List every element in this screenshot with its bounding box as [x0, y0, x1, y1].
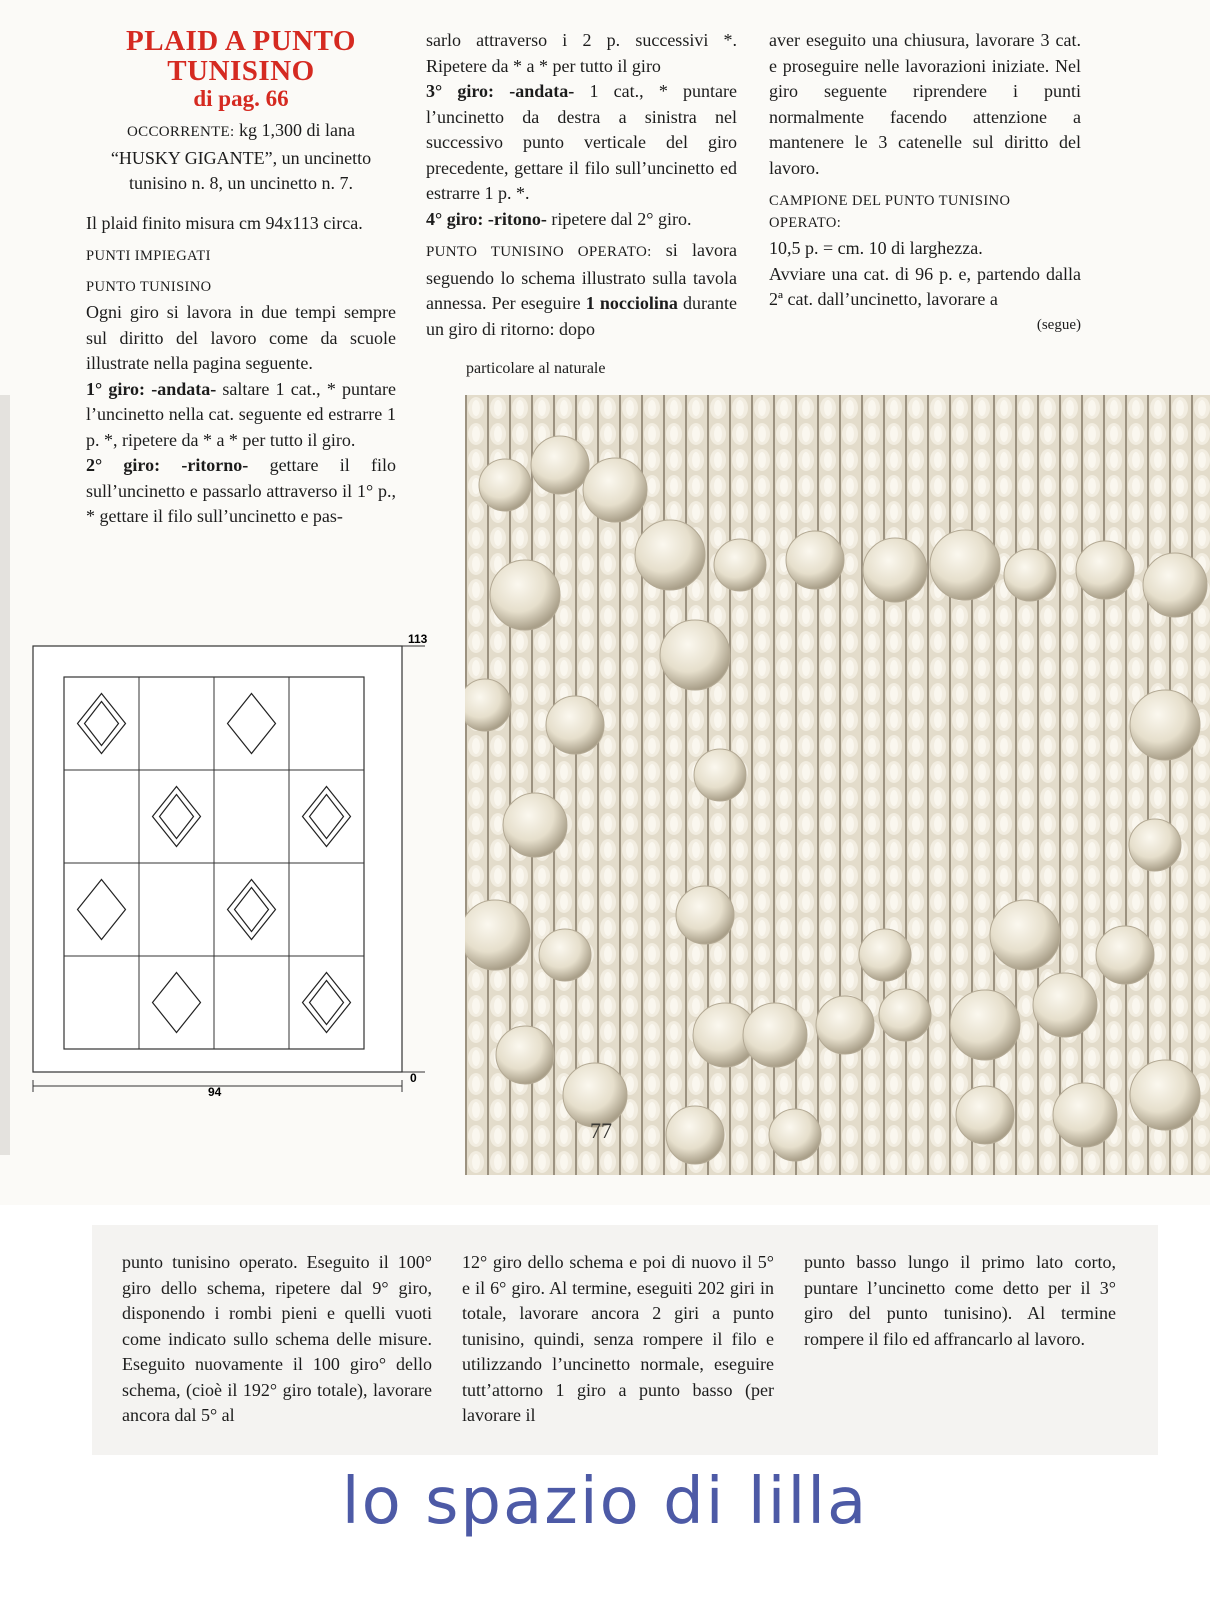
measurement-diagram: [20, 630, 440, 1110]
nocciolina-label: 1 nocciolina: [585, 293, 678, 313]
materials-text-2: “HUSKY GIGANTE”, un uncinetto: [110, 147, 372, 168]
bobble-stitch: [546, 696, 604, 754]
title-block: [86, 26, 396, 112]
heading-campione: CAMPIONE DEL PUNTO TUNISINO OPERATO:: [769, 193, 1011, 231]
width-label: 94: [208, 1085, 222, 1099]
intro-text: Ogni giro si lavora in due tempi sempre sul diritto del lavoro come da scuole illustrate nella pagina seguente.: [86, 302, 396, 373]
bobble-stitch: [465, 900, 530, 970]
row-3-label: 3° giro: -andata-: [426, 81, 575, 101]
bobble-stitch: [859, 929, 911, 981]
materials-text-1: kg 1,300 di lana: [239, 120, 355, 140]
bobble-stitch: [714, 539, 766, 591]
row-4-text: ripetere dal 2° giro.: [551, 208, 692, 229]
bobble-stitch: [863, 538, 927, 602]
bobble-stitch: [956, 1086, 1014, 1144]
bobble-stitch: [1076, 541, 1134, 599]
heading-punto-tunisino: PUNTO TUNISINO: [86, 279, 212, 295]
bobble-stitch: [666, 1106, 724, 1164]
bobble-stitch: [694, 749, 746, 801]
row-4-instructions: [426, 207, 737, 233]
bobble-stitch: [583, 458, 647, 522]
title-subtitle: di pag. 66: [193, 86, 289, 111]
cast-on-text: Avviare una cat. di 96 p. e, partendo dalla 2ª cat. dall’uncinetto, lavorare a: [769, 263, 1081, 309]
blog-watermark: lo spazio di lilla: [341, 1465, 869, 1539]
stitch-detail-photo: [465, 395, 1210, 1175]
bobble-stitch: [660, 620, 730, 690]
continued-label: (segue): [1036, 316, 1081, 333]
materials-text-3: tunisino n. 8, un uncinetto n. 7.: [129, 173, 353, 193]
column-2: [426, 28, 737, 342]
bobble-stitch: [635, 520, 705, 590]
bobble-stitch: [743, 1003, 807, 1067]
materials: [86, 118, 396, 197]
operato-label: PUNTO TUNISINO OPERATO:: [426, 244, 652, 260]
page-edge-strip: [0, 395, 10, 1155]
bobble-stitch: [1130, 1060, 1200, 1130]
title-line-1: PLAID A PUNTO: [126, 25, 356, 57]
operato-instructions: [426, 238, 737, 342]
bobble-stitch: [816, 996, 874, 1054]
bobble-stitch: [539, 929, 591, 981]
bobble-stitch: [503, 793, 567, 857]
continuation-column-2: 12° giro dello schema e poi di nuovo il 5° e il 6° giro. Al termine, eseguiti 202 giri in totale, lavorare ancora 2 giri a punto tunisino, quindi, senza rompere il filo e utilizzando l’uncinetto normale, eseguire tutt’attorno 1 giro a punto basso (per lavorare il: [462, 1252, 774, 1425]
column-1: [86, 26, 396, 530]
gauge-text: 10,5 p. = cm. 10 di larghezza.: [769, 238, 983, 258]
materials-label: OCCORRENTE:: [127, 124, 235, 140]
bobble-stitch: [879, 989, 931, 1041]
heading-punti-impiegati: PUNTI IMPIEGATI: [86, 248, 211, 264]
row-3-text: 1 cat., * puntare l’uncinetto da destra a sinistra nel successivo punto verticale del giro precedente, gettare il filo sull’uncinetto ed estrarre 1 p. *.: [426, 81, 738, 203]
bobble-stitch: [1143, 553, 1207, 617]
bobble-stitch: [786, 531, 844, 589]
zero-label: 0: [410, 1071, 417, 1085]
bobble-stitch: [1033, 973, 1097, 1037]
operato-text-a: si lavora seguendo lo schema illustrato sulla tavola annessa. Per eseguire: [426, 240, 738, 313]
bobble-stitch: [676, 886, 734, 944]
col3-paragraph-1: aver eseguito una chiusura, lavorare 3 cat. e proseguire nelle lavorazioni iniziate. Nel giro seguente riprendere i punti normalmente facendo attenzione a mantenere le 3 catenelle sul diritto del lavoro.: [769, 30, 1081, 178]
bobble-stitch: [930, 530, 1000, 600]
bobble-stitch: [1130, 690, 1200, 760]
height-label: 113: [408, 632, 428, 646]
bobble-stitch: [1096, 926, 1154, 984]
row-2-instructions: [86, 453, 396, 530]
bobble-stitch: [531, 436, 589, 494]
measures-text: Il plaid finito misura cm 94x113 circa.: [86, 212, 363, 233]
row-2-label: 2° giro: -ritorno-: [86, 455, 249, 475]
row-1-instructions: [86, 377, 396, 454]
bobble-stitch: [465, 679, 511, 731]
row-3-instructions: [426, 79, 737, 207]
bobble-stitch: [490, 560, 560, 630]
continuation-column-3: punto basso lungo il primo lato corto, puntare l’uncinetto come detto per il 3° giro del punto tunisino). Al termine rompere il filo ed affrancarlo al lavoro.: [804, 1252, 1116, 1349]
row-1-label: 1° giro: -andata-: [86, 378, 217, 399]
col2-paragraph-1: sarlo attraverso i 2 p. successivi *. Ripetere da * a * per tutto il giro: [426, 30, 737, 76]
photo-caption: particolare al naturale: [466, 360, 606, 377]
bobble-stitch: [950, 990, 1020, 1060]
bobble-stitch: [990, 900, 1060, 970]
row-4-label: 4° giro: -ritono-: [426, 208, 547, 229]
bobble-stitch: [769, 1109, 821, 1161]
bobble-stitch: [1053, 1083, 1117, 1147]
bobble-stitch: [496, 1026, 554, 1084]
continuation-column-1: punto tunisino operato. Eseguito il 100° giro dello schema, ripetere dal 9° giro, disponendo i rombi pieni e quelli vuoti come indicato sullo schema delle misure. Eseguito nuovamente il 100 giro° dello schema, (cioè il 192° giro totale), lavorare ancora dal 5° al: [122, 1252, 432, 1425]
bobble-stitch: [1129, 819, 1181, 871]
row-2-text: gettare il filo sull’uncinetto e passarlo attraverso il 1° p., * gettare il filo sull’uncinetto e pas-: [86, 455, 396, 526]
title-line-2: TUNISINO: [167, 55, 315, 87]
bobble-stitch: [479, 459, 531, 511]
row-1-text: saltare 1 cat., * puntare l’uncinetto nella cat. seguente ed estrarre 1 p. *, ripetere da * a * per tutto il giro.: [86, 378, 396, 450]
column-3: [769, 28, 1081, 338]
page-number: 77: [590, 1118, 612, 1143]
operato-text-b: durante un giro di ritorno: dopo: [426, 293, 737, 339]
bobble-stitch: [1004, 549, 1056, 601]
